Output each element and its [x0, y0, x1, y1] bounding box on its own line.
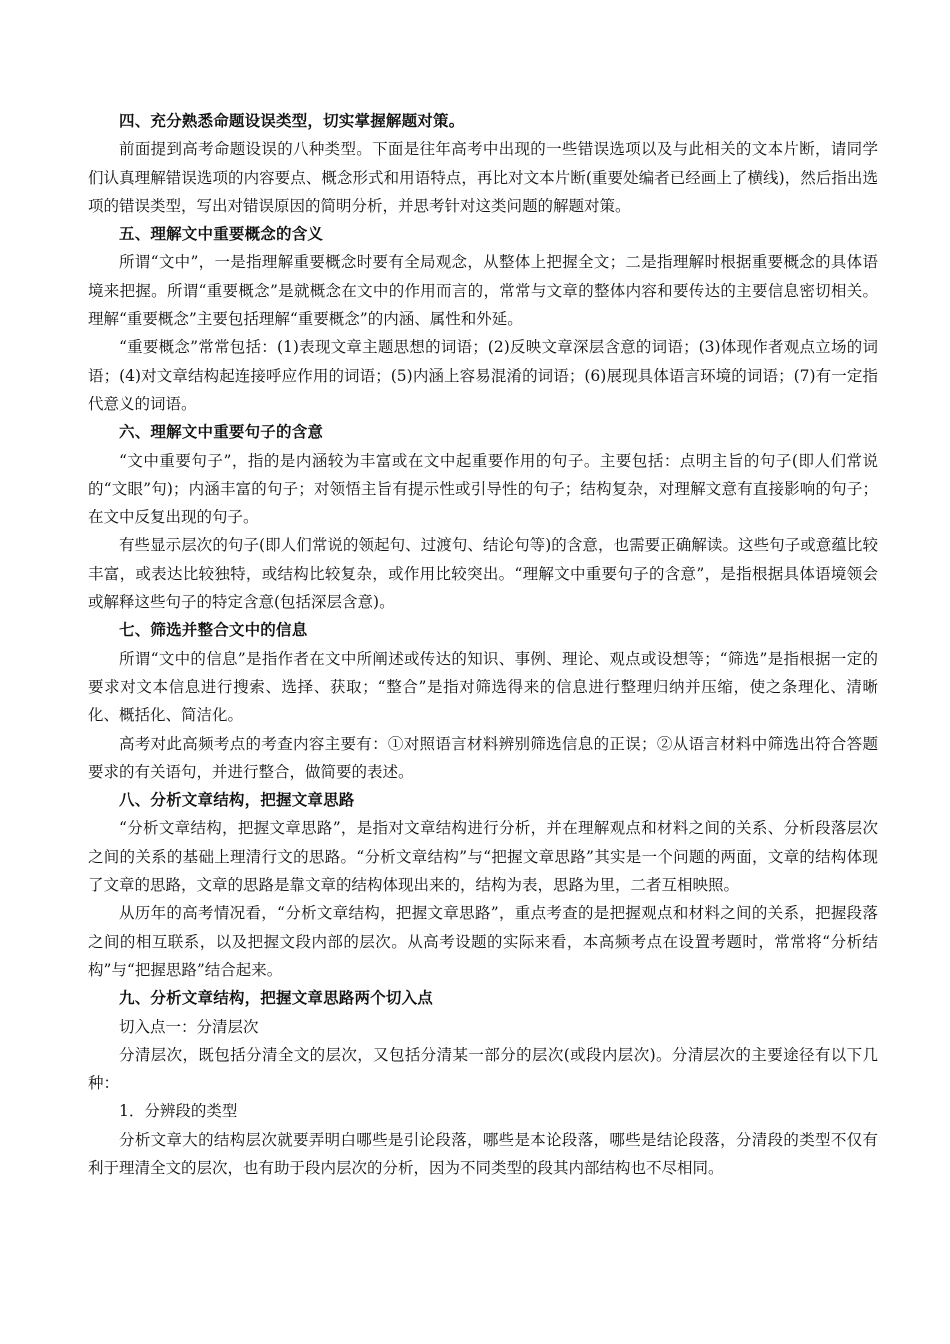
paragraph: 所谓“文中的信息”是指作者在文中所阐述或传达的知识、事例、理论、观点或设想等；“筛选”是指根据一定的要求对文本信息进行搜索、选择、获取；“整合”是指对筛选得来的信息进行整理归纳并压缩，使之条理化、清晰化、概括化、简洁化。: [88, 649, 878, 725]
paragraph: “文中重要句子”，指的是内涵较为丰富或在文中起重要作用的句子。主要包括：点明主旨的句子(即人们常说的“文眼”句)；内涵丰富的句子；对领悟主旨有提示性或引导性的句子；结构复杂，对理解文意有直接影响的句子；在文中反复出现的句子。: [88, 451, 878, 527]
section-heading-9: 九、分析文章结构，把握文章思路两个切入点: [119, 989, 434, 1008]
paragraph: 有些显示层次的句子(即人们常说的领起句、过渡句、结论句等)的含意，也需要正确解读。这些句子或意蕴比较丰富，或表达比较独特，或结构比较复杂，或作用比较突出。“理解文中重要句子的含意”，是指根据具体语境领会或解释这些句子的特定含意(包括深层含意)。: [88, 536, 878, 612]
paragraph: 切入点一：分清层次: [119, 1017, 259, 1036]
section-heading-5: 五、理解文中重要概念的含义: [119, 225, 324, 244]
section-heading-6: 六、理解文中重要句子的含意: [119, 423, 324, 442]
section-heading-4: 四、充分熟悉命题设误类型，切实掌握解题对策。: [119, 112, 465, 130]
paragraph: 所谓“文中”，一是指理解重要概念时要有全局观念，从整体上把握全文；二是指理解时根据重要概念的具体语境来把握。所谓“重要概念”是就概念在文中的作用而言的，常常与文章的整体内容和要传达的主要信息密切相关。理解“重要概念”主要包括理解“重要概念”的内涵、属性和外延。: [88, 253, 878, 329]
paragraph: 分清层次，既包括分清全文的层次，又包括分清某一部分的层次(或段内层次)。分清层次的主要途径有以下几种：: [88, 1045, 878, 1093]
section-heading-7: 七、筛选并整合文中的信息: [119, 621, 308, 640]
paragraph: “重要概念”常常包括：(1)表现文章主题思想的词语；(2)反映文章深层含意的词语；(3)体现作者观点立场的词语；(4)对文章结构起连接呼应作用的词语；(5)内涵上容易混淆的词语；(6)展现具体语言环境的词语；(7)有一定指代意义的词语。: [88, 338, 878, 413]
paragraph: “分析文章结构，把握文章思路”，是指对文章结构进行分析，并在理解观点和材料之间的关系、分析段落层次之间的关系的基础上理清行文的思路。“分析文章结构”与“把握文章思路”其实是一个问题的两面，文章的结构体现了文章的思路，文章的思路是靠文章的结构体现出来的，结构为表，思路为里，二者互相映照。: [88, 819, 878, 895]
paragraph: 前面提到高考命题设误的八种类型。下面是往年高考中出现的一些错误选项以及与此相关的文本片断，请同学们认真理解错误选项的内容要点、概念形式和用语特点，再比对文本片断(重要处编者已经画上了横线)，然后指出选项的错误类型，写出对错误原因的简明分析，并思考针对这类问题的解题对策。: [88, 140, 878, 215]
section-heading-8: 八、分析文章结构，把握文章思路: [119, 791, 355, 810]
paragraph: 从历年的高考情况看，“分析文章结构，把握文章思路”，重点考查的是把握观点和材料之间的关系，把握段落之间的相互联系，以及把握文段内部的层次。从高考设题的实际来看，本高频考点在设置考题时，常常将“分析结构”与“把握思路”结合起来。: [88, 904, 878, 979]
paragraph: 高考对此高频考点的考查内容主要有：①对照语言材料辨别筛选信息的正误；②从语言材料中筛选出符合答题要求的有关语句，并进行整合，做简要的表述。: [88, 734, 878, 781]
paragraph: 1．分辨段的类型: [119, 1102, 238, 1121]
paragraph: 分析文章大的结构层次就要弄明白哪些是引论段落，哪些是本论段落，哪些是结论段落，分清段的类型不仅有利于理清全文的层次，也有助于段内层次的分析，因为不同类型的段其内部结构也不尽相同。: [88, 1130, 878, 1177]
document-page: [88, 107, 878, 1182]
